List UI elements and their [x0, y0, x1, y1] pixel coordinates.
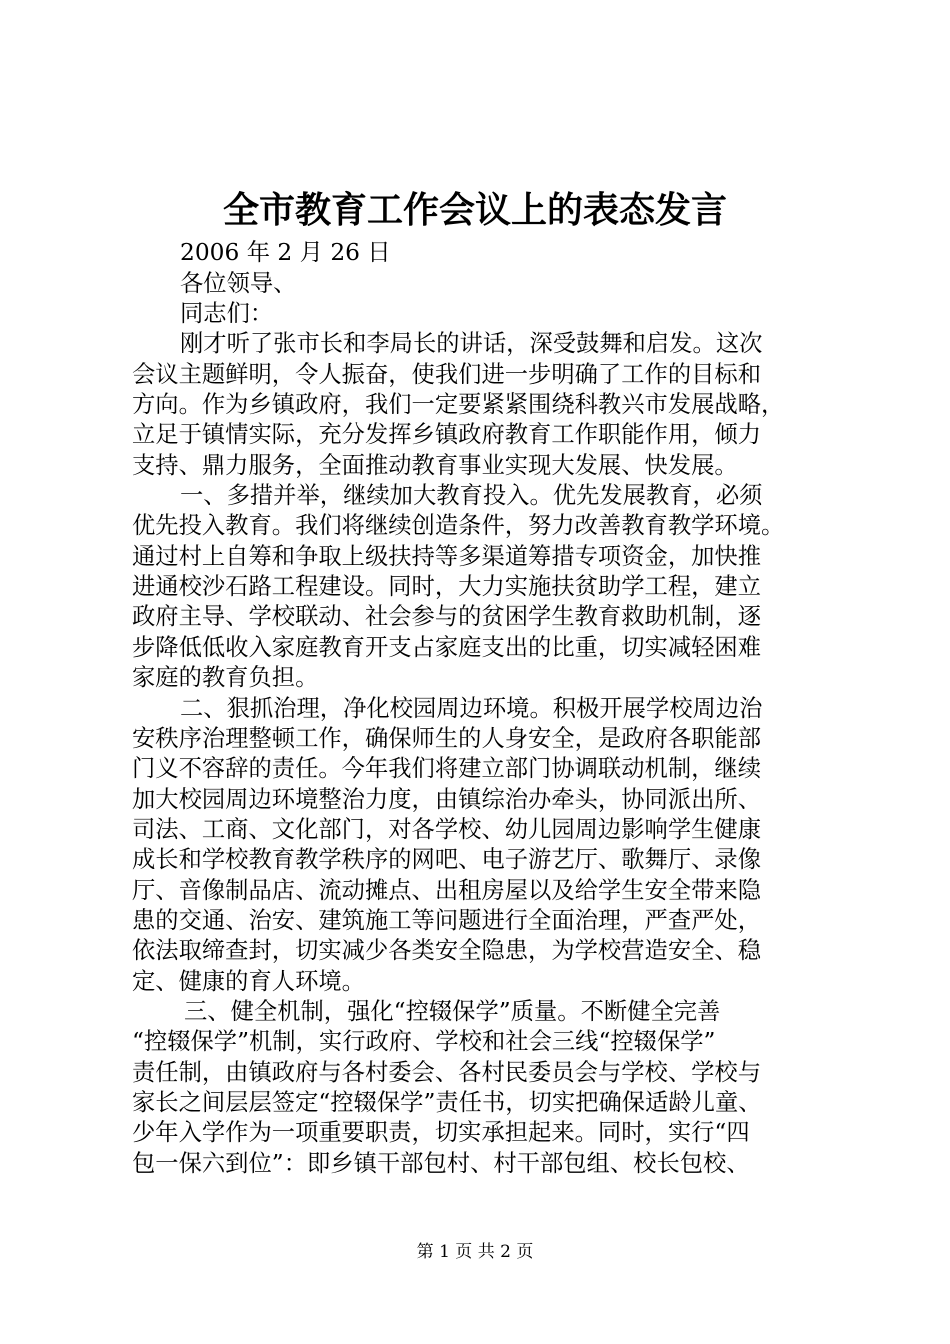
paragraph-line: 进通校沙石路工程建设。同时，大力实施扶贫助学工程，建立 [132, 573, 762, 601]
paragraph-line: 定、健康的育人环境。 [132, 967, 365, 995]
salutation-leaders: 各位领导、 [180, 269, 297, 297]
paragraph-line: “控辍保学”机制，实行政府、学校和社会三线“控辍保学” [132, 1028, 716, 1056]
paragraph-line: 家庭的教育负担。 [132, 664, 319, 692]
paragraph-line: 立足于镇情实际，充分发挥乡镇政府教育工作职能作用，倾力 [132, 421, 762, 449]
paragraph-line: 成长和学校教育教学秩序的网吧、电子游艺厅、歌舞厅、录像 [132, 846, 762, 874]
paragraph-line: 政府主导、学校联动、社会参与的贫困学生教育救助机制，逐 [132, 603, 762, 631]
page-number-footer: 第 1 页 共 2 页 [416, 1242, 534, 1262]
paragraph-line: 少年入学作为一项重要职责，切实承担起来。同时，实行“四 [132, 1119, 750, 1147]
paragraph-line: 包一保六到位”：即乡镇干部包村、村干部包组、校长包校、 [132, 1149, 750, 1177]
paragraph-line: 司法、工商、文化部门，对各学校、幼儿园周边影响学生健康 [132, 815, 762, 843]
date-line: 2006 年 2 月 26 日 [180, 239, 391, 267]
paragraph-line: 会议主题鲜明，令人振奋，使我们进一步明确了工作的目标和 [132, 360, 762, 388]
paragraph-line: 方向。作为乡镇政府，我们一定要紧紧围绕科教兴市发展战略， [132, 391, 785, 419]
paragraph-line: 刚才听了张市长和李局长的讲话，深受鼓舞和启发。这次 [180, 330, 763, 358]
paragraph-line: 通过村上自筹和争取上级扶持等多渠道筹措专项资金，加快推 [132, 542, 762, 570]
paragraph-line: 依法取缔查封，切实减少各类安全隐患，为学校营造安全、稳 [132, 937, 762, 965]
document-title: 全市教育工作会议上的表态发言 [222, 189, 727, 231]
paragraph-line: 步降低低收入家庭教育开支占家庭支出的比重，切实减轻困难 [132, 633, 762, 661]
paragraph-line: 厅、音像制品店、流动摊点、出租房屋以及给学生安全带来隐 [132, 876, 762, 904]
paragraph-line: 支持、鼎力服务，全面推动教育事业实现大发展、快发展。 [132, 451, 738, 479]
section-heading-line: 二、狠抓治理，净化校园周边环境。积极开展学校周边治 [180, 694, 763, 722]
paragraph-line: 责任制，由镇政府与各村委会、各村民委员会与学校、学校与 [132, 1058, 762, 1086]
section-heading-line: 三、健全机制，强化“控辍保学”质量。不断健全完善 [184, 997, 721, 1025]
paragraph-line: 安秩序治理整顿工作，确保师生的人身安全，是政府各职能部 [132, 724, 762, 752]
line-blank [132, 208, 832, 238]
salutation-comrades: 同志们： [180, 300, 274, 328]
paragraph-line: 门义不容辞的责任。今年我们将建立部门协调联动机制，继续 [132, 755, 762, 783]
section-heading-line: 一、多措并举，继续加大教育投入。优先发展教育，必须 [180, 482, 763, 510]
paragraph-line: 优先投入教育。我们将继续创造条件，努力改善教育教学环境。 [132, 512, 785, 540]
paragraph-line: 加大校园周边环境整治力度，由镇综治办牵头，协同派出所、 [132, 785, 762, 813]
document-body [132, 208, 832, 1179]
paragraph-line: 患的交通、治安、建筑施工等问题进行全面治理，严查严处， [132, 906, 762, 934]
paragraph-line: 家长之间层层签定“控辍保学”责任书，切实把确保适龄儿童、 [132, 1088, 762, 1116]
